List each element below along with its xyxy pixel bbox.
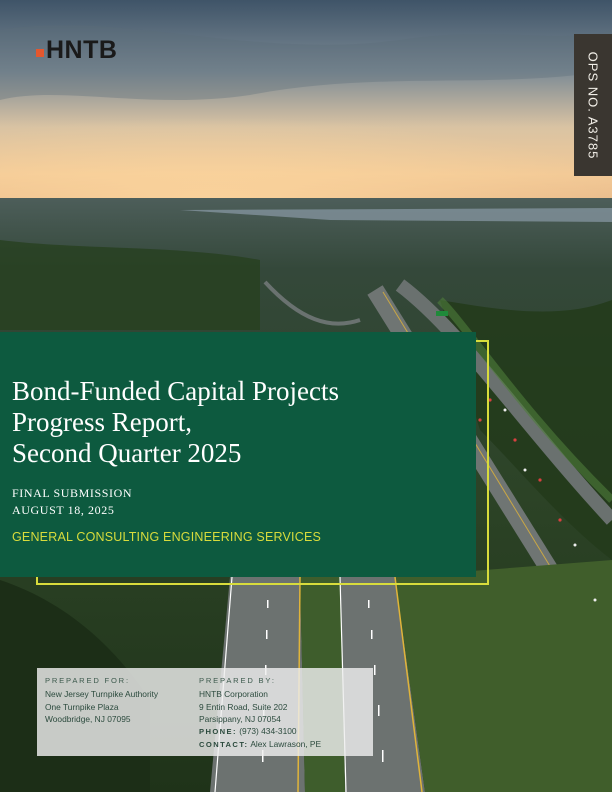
logo-text: HNTB bbox=[46, 36, 118, 64]
title-line-1: Bond-Funded Capital Projects bbox=[12, 376, 339, 406]
phone-label: PHONE: bbox=[199, 727, 237, 737]
prepared-by-line: HNTB Corporation bbox=[199, 689, 268, 700]
phone-row bbox=[199, 725, 321, 738]
logo-mark-icon bbox=[36, 49, 44, 57]
contact-panel bbox=[37, 668, 373, 756]
submission-date: AUGUST 18, 2025 bbox=[12, 503, 115, 517]
phone-number: (973) 434-3100 bbox=[239, 726, 297, 737]
prepared-by-block bbox=[199, 675, 321, 752]
contact-row bbox=[199, 738, 321, 751]
title-line-3: Second Quarter 2025 bbox=[12, 438, 242, 468]
contact-label: CONTACT: bbox=[199, 740, 249, 750]
ops-number-tab bbox=[574, 34, 612, 176]
ops-number: OPS NO. A3785 bbox=[585, 51, 601, 159]
prepared-by-heading: PREPARED BY: bbox=[199, 676, 276, 685]
report-title bbox=[12, 376, 452, 469]
submission-status: FINAL SUBMISSION bbox=[12, 486, 133, 500]
prepared-by-line: 9 Entin Road, Suite 202 bbox=[199, 701, 288, 712]
prepared-for-block bbox=[45, 675, 158, 725]
contact-name: Alex Lawrason, PE bbox=[250, 739, 322, 750]
prepared-for-line: New Jersey Turnpike Authority bbox=[45, 689, 159, 700]
services-label: GENERAL CONSULTING ENGINEERING SERVICES bbox=[12, 530, 322, 544]
title-line-2: Progress Report, bbox=[12, 407, 192, 437]
prepared-by-line: Parsippany, NJ 07054 bbox=[199, 713, 281, 724]
prepared-for-heading: PREPARED FOR: bbox=[45, 676, 130, 685]
prepared-for-line: One Turnpike Plaza bbox=[45, 701, 119, 712]
prepared-for-line: Woodbridge, NJ 07095 bbox=[45, 713, 131, 724]
hntb-logo bbox=[36, 36, 117, 65]
